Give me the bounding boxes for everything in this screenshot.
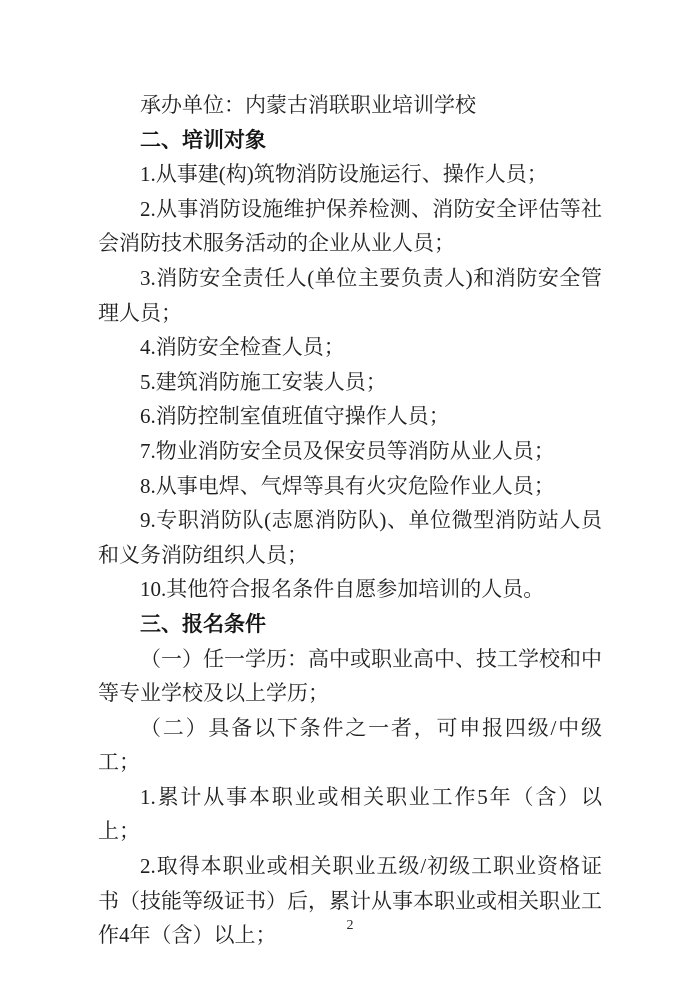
paragraph: 1.累计从事本职业或相关职业工作5年（含）以上； bbox=[98, 784, 602, 844]
paragraph: 7.物业消防安全员及保安员等消防从业人员； bbox=[140, 438, 555, 463]
paragraph: 1.从事建(构)筑物消防设施运行、操作人员； bbox=[140, 162, 548, 187]
section-heading: 三、报名条件 bbox=[140, 611, 266, 636]
paragraph: 3.消防安全责任人(单位主要负责人)和消防安全管理人员； bbox=[98, 265, 602, 325]
page-number: 2 bbox=[346, 918, 354, 933]
paragraph: 9.专职消防队(志愿消防队)、单位微型消防站人员和义务消防组织人员； bbox=[98, 508, 602, 567]
paragraph: 8.从事电焊、气焊等具有火灾危险作业人员； bbox=[140, 473, 555, 498]
paragraph: 6.消防控制室值班值守操作人员； bbox=[140, 404, 450, 429]
paragraph: 5.建筑消防施工安装人员； bbox=[140, 369, 387, 394]
paragraph: 2.取得本职业或相关职业五级/初级工职业资格证书（技能等级证书）后，累计从事本职业或相关职业工作4年（含）以上； bbox=[98, 854, 602, 948]
paragraph: 2.从事消防设施维护保养检测、消防安全评估等社会消防技术服务活动的企业从业人员； bbox=[98, 196, 602, 256]
paragraph: 10.其他符合报名条件自愿参加培训的人员。 bbox=[140, 577, 545, 602]
section-heading: 二、培训对象 bbox=[140, 127, 266, 152]
document-body bbox=[98, 88, 602, 953]
paragraph: （二）具备以下条件之一者，可申报四级/中级工； bbox=[98, 715, 602, 775]
paragraph: 4.消防安全检查人员； bbox=[140, 335, 345, 360]
paragraph: 承办单位：内蒙古消联职业培训学校 bbox=[140, 93, 476, 117]
paragraph: （一）任一学历：高中或职业高中、技工学校和中等专业学校及以上学历； bbox=[98, 646, 602, 706]
